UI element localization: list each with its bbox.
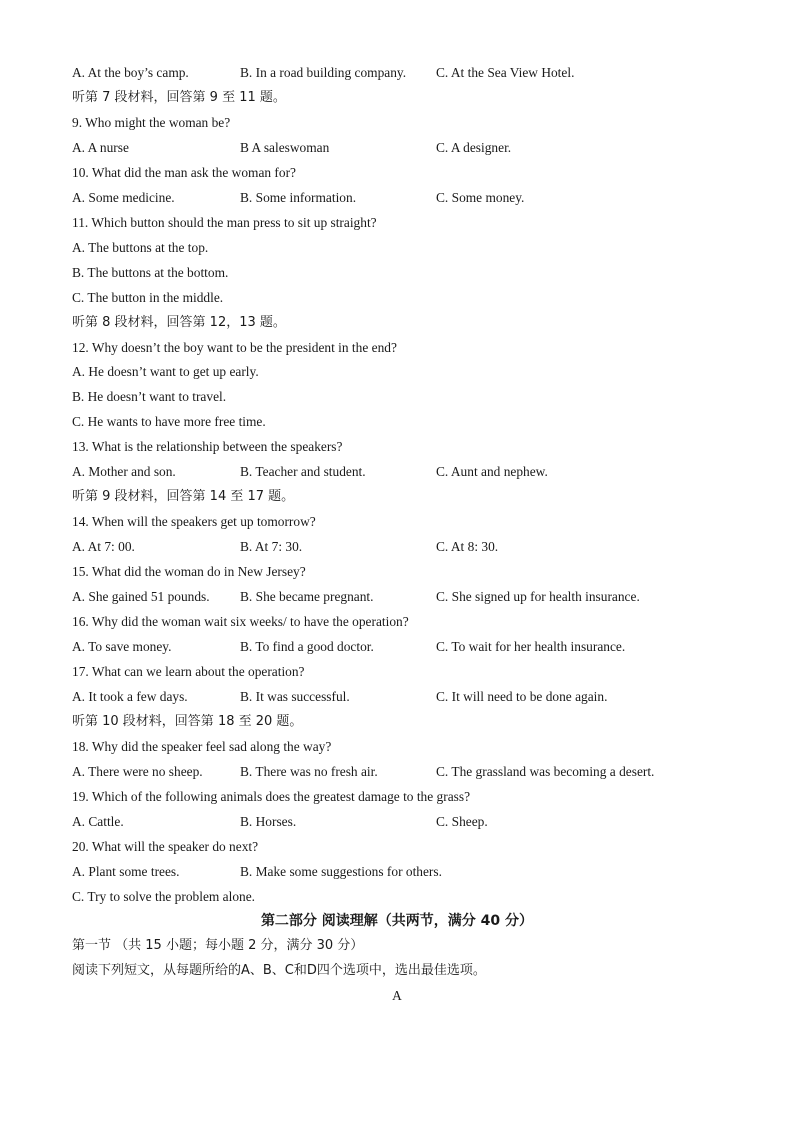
question-13: 13. What is the relationship between the speakers? <box>72 439 343 454</box>
option-b: B. Make some suggestions for others. <box>240 864 442 879</box>
option-c: C. A designer. <box>436 140 512 155</box>
option-a: A. Cattle. <box>72 814 124 829</box>
option-b: B. Some information. <box>240 190 357 205</box>
question-12: 12. Why doesn’t the boy want to be the president in the end? <box>72 340 397 355</box>
question-16: 16. Why did the woman wait six weeks/ to have the operation? <box>72 614 409 629</box>
option-a: A. Mother and son. <box>72 464 176 479</box>
option-b: B. At 7: 30. <box>240 539 303 554</box>
option-a: A. Some medicine. <box>72 190 175 205</box>
option-b: B. In a road building company. <box>240 65 407 80</box>
option-c: C. It will need to be done again. <box>436 689 608 704</box>
option-c: C. To wait for her health insurance. <box>436 639 626 654</box>
option-b: B. Teacher and student. <box>240 464 366 479</box>
question-18: 18. Why did the speaker feel sad along the way? <box>72 739 332 754</box>
question-14: 14. When will the speakers get up tomorrow? <box>72 514 316 529</box>
option-a: A. Plant some trees. <box>72 864 180 879</box>
option-c: C. At the Sea View Hotel. <box>436 65 575 80</box>
q12-option-a: A. He doesn’t want to get up early. <box>72 364 259 379</box>
option-b: B A saleswoman <box>240 140 330 155</box>
q9-options <box>72 138 772 158</box>
option-a: A. A nurse <box>72 140 129 155</box>
question-17: 17. What can we learn about the operation? <box>72 664 305 679</box>
option-c: C. She signed up for health insurance. <box>436 589 640 604</box>
option-c: C. At 8: 30. <box>436 539 499 554</box>
q12-option-b: B. He doesn’t want to travel. <box>72 389 227 404</box>
option-a: A. It took a few days. <box>72 689 188 704</box>
q11-option-c: C. The button in the middle. <box>72 290 224 305</box>
question-19: 19. Which of the following animals does the greatest damage to the grass? <box>72 789 471 804</box>
q10-options <box>72 188 772 208</box>
option-b: B. There was no fresh air. <box>240 764 378 779</box>
section-1-title: 第一节 （共 15 小题；每小题 2 分，满分 30 分） <box>72 938 364 953</box>
q8-options <box>72 63 772 83</box>
question-10: 10. What did the man ask the woman for? <box>72 165 296 180</box>
option-c: C. Some money. <box>436 190 525 205</box>
option-a: A. At the boy’s camp. <box>72 65 189 80</box>
q18-options <box>72 762 772 782</box>
q20-option-c: C. Try to solve the problem alone. <box>72 889 255 904</box>
question-20: 20. What will the speaker do next? <box>72 839 259 854</box>
q20-options-ab <box>72 862 772 882</box>
question-11: 11. Which button should the man press to sit up straight? <box>72 215 377 230</box>
option-a: A. She gained 51 pounds. <box>72 589 210 604</box>
part-2-heading: 第二部分 阅读理解（共两节，满分 40 分） <box>260 913 534 929</box>
option-b: B. It was successful. <box>240 689 350 704</box>
section-7-instruction: 听第 7 段材料，回答第 9 至 11 题。 <box>72 90 286 105</box>
section-8-instruction: 听第 8 段材料，回答第 12，13 题。 <box>72 315 286 330</box>
option-c: C. Sheep. <box>436 814 488 829</box>
reading-instructions: 阅读下列短文，从每题所给的A、B、C和D四个选项中，选出最佳选项。 <box>72 963 486 978</box>
option-b: B. She became pregnant. <box>240 589 374 604</box>
q15-options <box>72 587 772 607</box>
option-a: A. At 7: 00. <box>72 539 135 554</box>
q13-options <box>72 462 772 482</box>
passage-letter: A <box>392 988 402 1003</box>
q17-options <box>72 687 772 707</box>
q16-options <box>72 637 772 657</box>
option-c: C. The grassland was becoming a desert. <box>436 764 655 779</box>
option-a: A. There were no sheep. <box>72 764 203 779</box>
section-9-instruction: 听第 9 段材料，回答第 14 至 17 题。 <box>72 489 295 504</box>
option-a: A. To save money. <box>72 639 172 654</box>
q11-option-a: A. The buttons at the top. <box>72 240 209 255</box>
question-15: 15. What did the woman do in New Jersey? <box>72 564 306 579</box>
option-c: C. Aunt and nephew. <box>436 464 548 479</box>
option-b: B. To find a good doctor. <box>240 639 374 654</box>
q11-option-b: B. The buttons at the bottom. <box>72 265 229 280</box>
q19-options <box>72 812 772 832</box>
option-b: B. Horses. <box>240 814 297 829</box>
q14-options <box>72 537 772 557</box>
section-10-instruction: 听第 10 段材料，回答第 18 至 20 题。 <box>72 714 303 729</box>
q12-option-c: C. He wants to have more free time. <box>72 414 266 429</box>
question-9: 9. Who might the woman be? <box>72 115 231 130</box>
